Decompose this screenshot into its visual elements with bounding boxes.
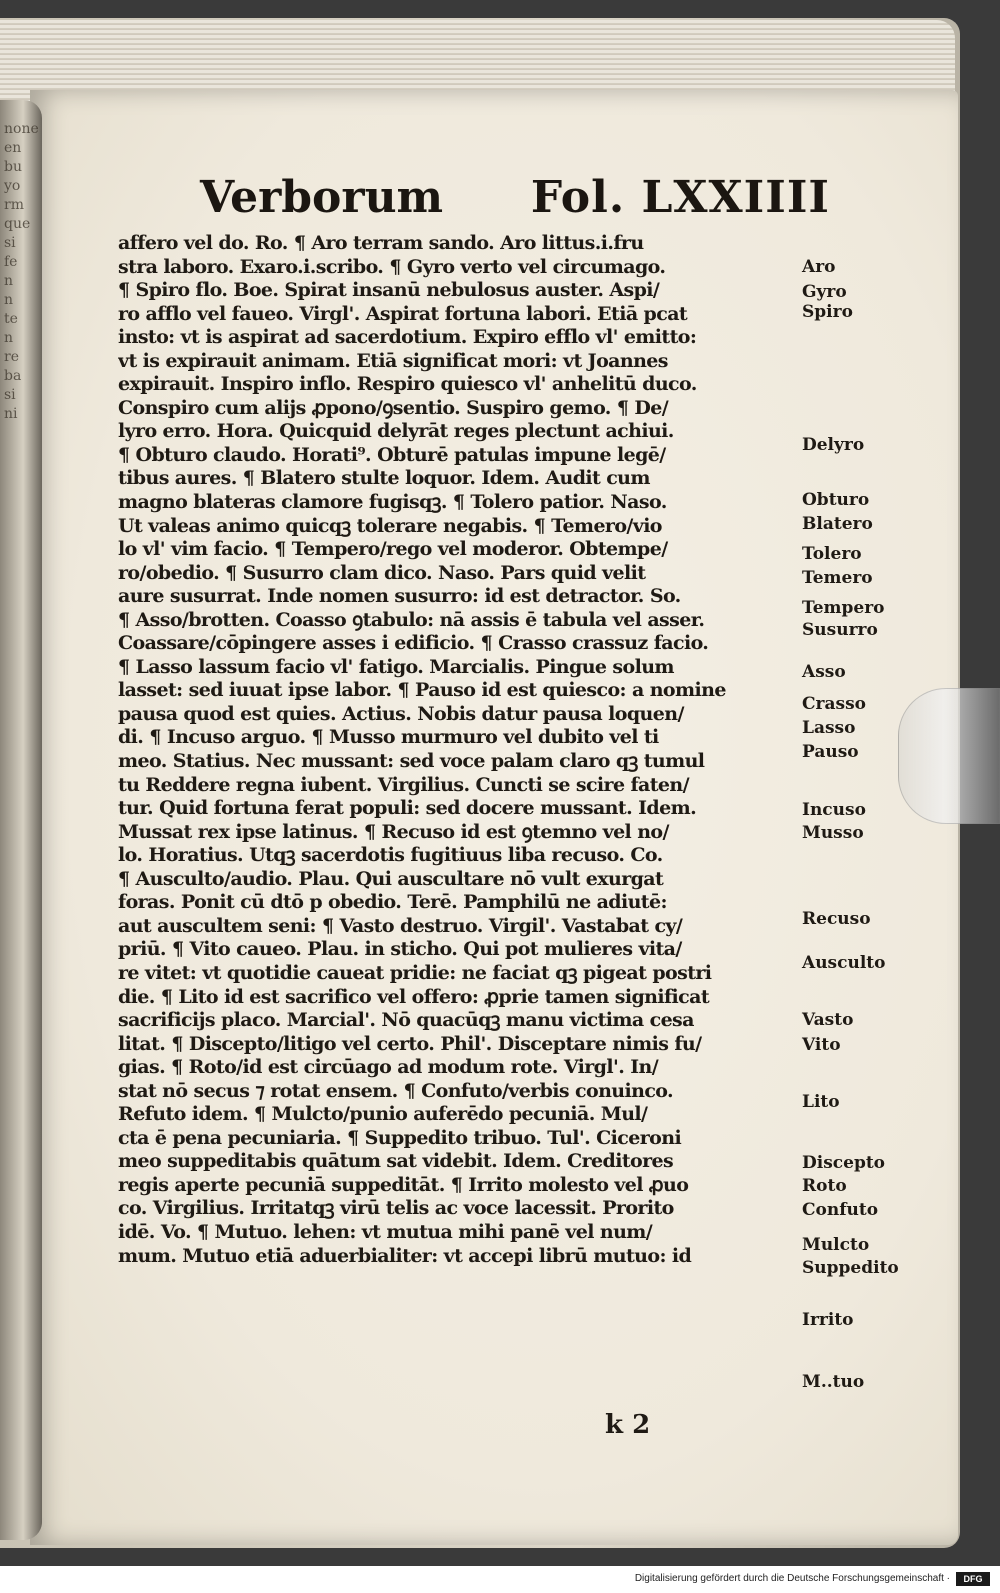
margin-note: Delyro: [802, 435, 865, 455]
margin-note: Tolero: [802, 544, 862, 564]
folio-number: Fol. LXXIIII: [530, 172, 830, 223]
margin-note: Irrito: [802, 1310, 854, 1330]
text-line: expirauit. Inspiro inflo. Respiro quiesco vl' anhelitū duco.: [118, 373, 697, 396]
left-page-edge: [0, 100, 42, 1540]
text-line: affero vel do. Ro. ¶ Aro terram sando. Aro littus.i.fru: [118, 232, 644, 254]
margin-note: Susurro: [802, 620, 878, 640]
margin-note: Vito: [802, 1035, 841, 1055]
text-line: ¶ Lasso lassum facio vl' fatigo. Marcialis. Pingue solum: [118, 655, 674, 678]
margin-note: Temero: [802, 568, 873, 588]
text-line: lo vl' vim facio. ¶ Tempero/rego vel moderor. Obtempe/: [118, 538, 668, 561]
text-line: gias. ¶ Roto/id est circūago ad modum rote. Virgl'. In/: [118, 1056, 659, 1079]
text-line: sacrificijs placo. Marcial'. Nō quacūqꝫ manu victima cesa: [118, 1009, 694, 1032]
text-line: Ut valeas animo quicqꝫ tolerare negabis. ¶ Temero/vio: [118, 514, 662, 537]
text-line: ¶ Spiro flo. Boe. Spirat insanū nebulosus auster. Aspi/: [118, 279, 660, 302]
margin-note: Gyro: [802, 282, 847, 302]
margin-note: Discepto: [802, 1153, 886, 1173]
margin-note: Tempero: [802, 598, 885, 618]
margin-note: Crasso: [802, 694, 866, 714]
text-line: di. ¶ Incuso arguo. ¶ Musso murmuro vel dubito vel ti: [118, 726, 659, 749]
text-line: Mussat rex ipse latinus. ¶ Recuso id est ꝯtemno vel no/: [118, 820, 669, 843]
margin-note: Ausculto: [802, 953, 886, 973]
text-line: priū. ¶ Vito caueo. Plau. in sticho. Qui pot mulieres vita/: [118, 938, 682, 961]
text-line: stat nō secus ⁊ rotat ensem. ¶ Confuto/verbis conuinco.: [118, 1079, 674, 1102]
dfg-logo: DFG: [956, 1572, 990, 1586]
text-line: ro afflo vel faueo. Virgl'. Aspirat fortuna labori. Etiā pcat: [118, 302, 688, 325]
text-line: tibus aures. ¶ Blatero stulte loquor. Idem. Audit cum: [118, 467, 650, 490]
text-line: regis aperte pecuniā suppeditāt. ¶ Irrito molesto vel ꝓuo: [118, 1173, 689, 1196]
text-line: meo. Statius. Nec mussant: sed voce palam claro qꝫ tumul: [118, 750, 705, 773]
text-line: meo suppeditabis quātum sat videbit. Idem. Creditores: [118, 1150, 674, 1173]
running-title: Verborum: [200, 172, 444, 223]
text-line: lo. Horatius. Utqꝫ sacerdotis fugitiuus liba recuso. Co.: [118, 844, 663, 867]
text-line: magno blateras clamore fugisqꝫ. ¶ Tolero patior. Naso.: [118, 491, 667, 514]
margin-note: Spiro: [802, 302, 853, 322]
text-line: insto: vt is aspirat ad sacerdotium. Expiro efflo vl' emitto:: [118, 326, 697, 349]
margin-note: Incuso: [802, 800, 866, 820]
text-line: foras. Ponit cū dtō p obedio. Terē. Pamphilū ne adiutē:: [118, 891, 667, 914]
text-line: lyro erro. Hora. Quicquid delyrāt reges plectunt achiui.: [118, 420, 674, 443]
margin-note: Lito: [802, 1092, 840, 1112]
plastic-page-clip: [898, 688, 1000, 824]
text-line: litat. ¶ Discepto/litigo vel certo. Phil'. Disceptare nimis fu/: [118, 1032, 702, 1055]
signature-mark: k 2: [605, 1410, 651, 1440]
text-line: ¶ Asso/brotten. Coasso ꝯtabulo: nā assis ē tabula vel asser.: [118, 608, 705, 631]
margin-note: Obturo: [802, 490, 870, 510]
margin-note: Pauso: [802, 742, 859, 762]
margin-note: Vasto: [802, 1010, 854, 1030]
margin-note: Suppedito: [802, 1258, 899, 1278]
text-line: aure susurrat. Inde nomen susurro: id est detractor. So.: [118, 585, 681, 608]
margin-note: Aro: [802, 257, 836, 277]
left-page-fragments: none en bu yo rm que si fe n n te n re ba si ni: [4, 121, 39, 422]
main-text-block: [118, 232, 808, 1268]
text-line: co. Virgilius. Irritatqꝫ virū telis ac voce lacessit. Prorito: [118, 1197, 674, 1220]
text-line: lasset: sed iuuat ipse labor. ¶ Pauso id est quiesco: a nomine: [118, 679, 726, 702]
text-line: tur. Quid fortuna ferat populi: sed docere mussant. Idem.: [118, 797, 697, 820]
text-line: vt is expirauit animam. Etiā significat mori: vt Joannes: [118, 349, 668, 372]
text-line: ¶ Obturo claudo. Horati⁹. Obturē patulas impune legē/: [118, 443, 666, 466]
margin-note: Roto: [802, 1176, 847, 1196]
page-header: [200, 172, 830, 232]
text-line: die. ¶ Lito id est sacrifico vel offero: ꝓprie tamen significat: [118, 985, 710, 1008]
margin-note: Asso: [802, 662, 846, 682]
margin-note: Mulcto: [802, 1235, 870, 1255]
funding-credit: Digitalisierung gefördert durch die Deutsche Forschungsgemeinschaft ·: [634, 1573, 950, 1584]
text-line: Coassare/cōpingere asses i edificio. ¶ Crasso crassuz facio.: [118, 632, 709, 655]
margin-note: Lasso: [802, 718, 856, 738]
text-line: cta ē pena pecuniaria. ¶ Suppedito tribuo. Tul'. Ciceroni: [118, 1126, 682, 1149]
text-line: Conspiro cum alijs ꝓpono/ꝯsentio. Suspiro gemo. ¶ De/: [118, 396, 669, 419]
text-line: idē. Vo. ¶ Mutuo. lehen: vt mutua mihi panē vel num/: [118, 1220, 653, 1243]
text-line: ¶ Ausculto/audio. Plau. Qui auscultare nō vult exurgat: [118, 867, 664, 890]
margin-note: Musso: [802, 823, 864, 843]
text-line: mum. Mutuo etiā aduerbialiter: vt accepi librū mutuo: id: [118, 1244, 692, 1267]
text-line: tu Reddere regna iubent. Virgilius. Cuncti se scire faten/: [118, 773, 689, 796]
margin-note: Blatero: [802, 514, 873, 534]
margin-note: Recuso: [802, 909, 871, 929]
text-line: ro/obedio. ¶ Susurro clam dico. Naso. Pars quid velit: [118, 561, 646, 584]
text-line: aut auscultem seni: ¶ Vasto destruo. Virgil'. Vastabat cy/: [118, 914, 683, 937]
margin-note: M..tuo: [802, 1372, 865, 1392]
footer-bar: [0, 1566, 1000, 1593]
text-line: stra laboro. Exaro.i.scribo. ¶ Gyro verto vel circumago.: [118, 255, 666, 278]
margin-note: Confuto: [802, 1200, 879, 1220]
text-line: pausa quod est quies. Actius. Nobis datur pausa loquen/: [118, 702, 684, 725]
text-line: Refuto idem. ¶ Mulcto/punio auferēdo pecuniā. Mul/: [118, 1103, 648, 1126]
text-line: re vitet: vt quotidie caueat pridie: ne faciat qꝫ pigeat postri: [118, 961, 712, 984]
